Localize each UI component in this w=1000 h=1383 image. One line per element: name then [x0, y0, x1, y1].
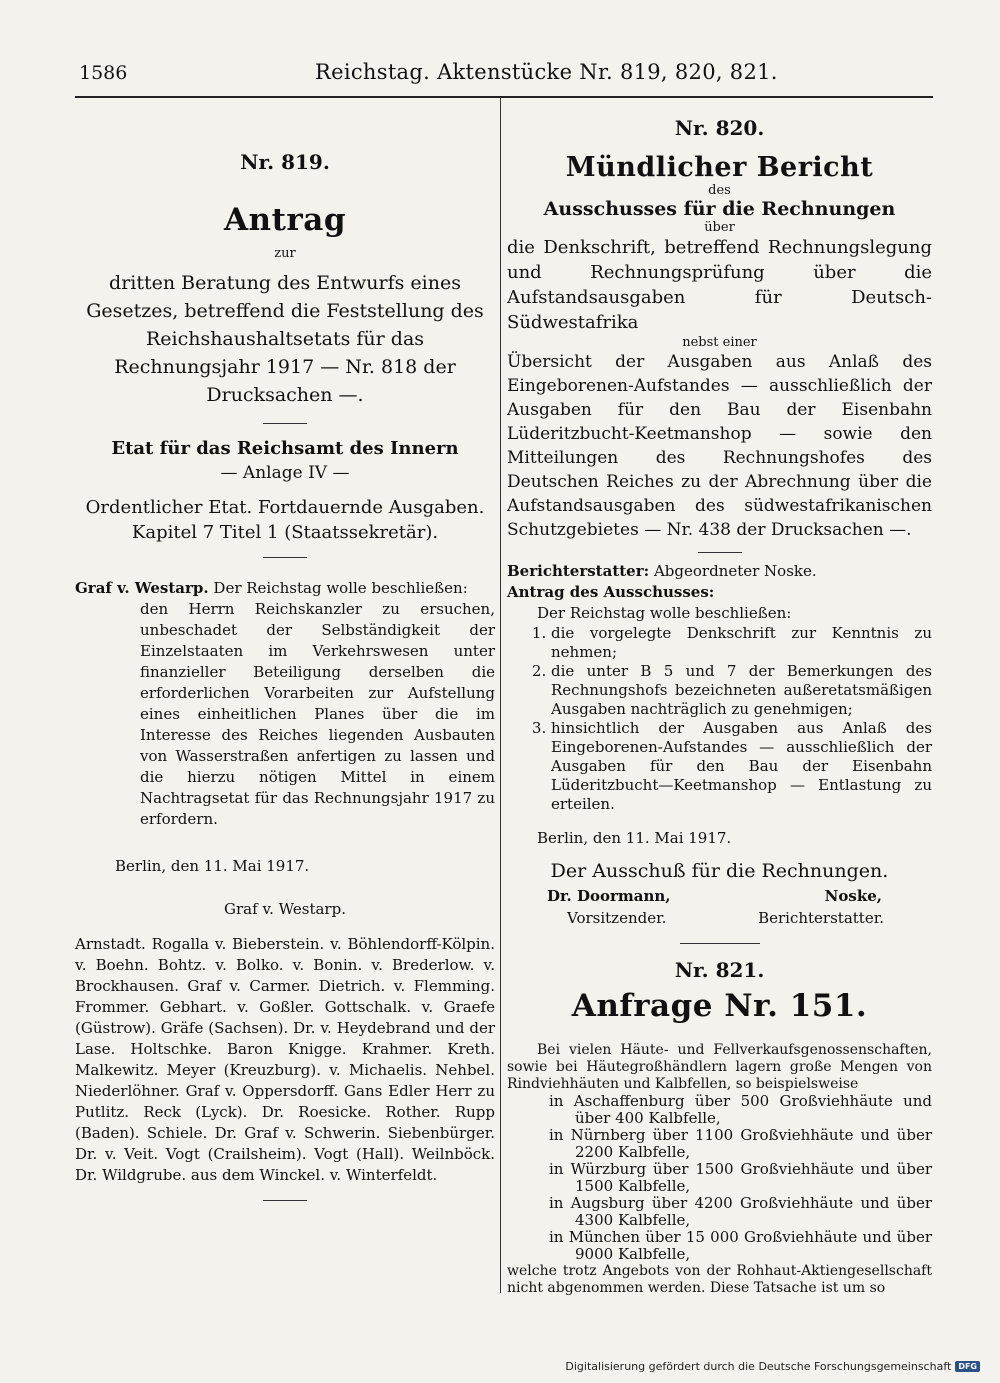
city-list: [507, 1093, 932, 1263]
header-rule: [75, 96, 933, 98]
motion-intro: [75, 578, 495, 599]
committee-name: Ausschusses für die Rechnungen: [543, 198, 896, 220]
motion-items: [507, 624, 932, 814]
short-rule: [263, 1200, 307, 1201]
bericht-lead-2: Übersicht der Ausgaben aus Anlaß des Eingeborenen-Aufstandes — ausschließlich der Ausgaben für den Bau der Eisenbahn Lüderitzbucht-Keetmanshop — sowie den Mitteilungen des Rechnungshofes des Deutschen Reiches zu der Abrechnung über die Aufstandsausgaben des südwestafrikanischen Schutzgebietes — Nr. 438 der Drucksachen —.: [507, 352, 932, 540]
reporter-line: [507, 561, 932, 582]
supporters-list: Arnstadt. Rogalla v. Bieberstein. v. Böhlendorff-Kölpin. v. Boehn. Bohtz. v. Bolko. v. Bonin. v. Brederlow. v. Brockhausen. Graf v. Carmer. Dietrich. v. Flemming. Frommer. Gebhart. v. Goßler. Gottschalk. v. Graefe (Güstrow). Gräfe (Sachsen). Dr. v. Heydebrand und der Lase. Holtschke. Baron Knigge. Krahmer. Kreth. Malkewitz. Meyer (Kreuzburg). v. Michaelis. Nehbel. Niederlöhner. Graf v. Oppersdorff. Gans Edler Herr zu Putlitz. Reck (Lyck). Dr. Roesicke. Rother. Rupp (Baden). Schiele. Dr. Graf v. Schwerin. Siebenbürger. Dr. v. Veit. Vogt (Crailsheim). Vogt (Hall). Weilnböck. Dr. Wildgrube. aus dem Winckel. v. Winterfeldt.: [75, 935, 495, 1184]
chair-name: Dr. Doormann,: [547, 887, 671, 905]
reporter-role: Berichterstatter.: [758, 909, 884, 927]
anfrage-para-1: Bei vielen Häute- und Fellverkaufsgenossenschaften, sowie bei Häutegroßhändlern lagern große Mengen von Rindviehhäuten und Kalbfellen, so beispielsweise: [507, 1042, 932, 1092]
running-title: Reichstag. Aktenstücke Nr. 819, 820, 821.: [315, 60, 778, 84]
reporter-name: Abgeordneter Noske.: [653, 562, 817, 580]
motion-signature: Graf v. Westarp.: [224, 900, 346, 918]
bericht-date: Berlin, den 11. Mai 1917.: [537, 829, 732, 847]
list-item: in Augsburg über 4200 Großviehhäute und über 4300 Kalbfelle,: [549, 1194, 932, 1229]
right-column: [507, 100, 932, 1297]
reporter-sig-name: Noske,: [824, 887, 882, 905]
anfrage-para-2: welche trotz Angebots von der Rohhaut-Aktiengesellschaft nicht abgenommen werden. Diese Tatsache ist um so: [507, 1263, 932, 1296]
doc-title-antrag: Antrag: [223, 202, 346, 238]
zur-label: zur: [274, 246, 296, 261]
list-item: in Aschaffenburg über 500 Großviehhäute und über 400 Kalbfelle,: [549, 1092, 932, 1127]
doc-number-821: Nr. 821.: [674, 958, 765, 982]
doc-number-820: Nr. 820.: [674, 116, 765, 140]
list-item: in Nürnberg über 1100 Großviehhäute und über 2200 Kalbfelle,: [549, 1126, 932, 1161]
list-item: 1. die vorgelegte Denkschrift zur Kenntnis zu nehmen;: [551, 624, 932, 662]
footer: [565, 1360, 980, 1373]
committee-motion-label: Antrag des Ausschusses:: [507, 583, 715, 601]
reporter-label: Berichterstatter:: [507, 562, 650, 580]
running-header: [75, 58, 935, 98]
chair-role: Vorsitzender.: [567, 909, 667, 927]
committee-signature: Der Ausschuß für die Rechnungen.: [550, 860, 889, 882]
committee-motion-intro: Der Reichstag wolle beschließen:: [537, 604, 792, 622]
footer-text: Digitalisierung gefördert durch die Deutsche Forschungsgemeinschaft: [565, 1360, 952, 1373]
ueber-label: über: [704, 220, 735, 235]
doc-number-819: Nr. 819.: [240, 150, 330, 174]
etat-subtitle: Ordentlicher Etat. Fortdauernde Ausgaben. Kapitel 7 Titel 1 (Staatssekretär).: [85, 497, 485, 543]
signatures-names: [507, 885, 932, 907]
doc-title-bericht: Mündlicher Bericht: [565, 152, 874, 183]
motion-author: Graf v. Westarp.: [75, 579, 209, 597]
des-label: des: [708, 183, 731, 198]
list-item: 2. die unter B 5 und 7 der Bemerkungen des Rechnungshofs bezeichneten außeretatsmäßigen Ausgaben nachträglich zu genehmigen;: [551, 662, 932, 719]
motion-text: den Herrn Reichskanzler zu ersuchen, unbeschadet der Selbständigkeit der Einzelstaaten im Verkehrswesen unter finanzieller Beteiligung derselben die erforderlichen Vorarbeiten zur Aufstellung eines einheitlichen Planes über die im Interesse des Reiches liegenden Ausbauten von Wasserstraßen anfertigen zu lassen und die hierzu nötigen Mittel in einem Nachtragsetat für das Rechnungsjahr 1917 zu erfordern.: [140, 600, 495, 828]
etat-title: Etat für das Reichsamt des Innern: [111, 438, 459, 459]
motion-intro-text: Der Reichstag wolle beschließen:: [213, 579, 468, 597]
list-item: in Würzburg über 1500 Großviehhäute und über 1500 Kalbfelle,: [549, 1160, 932, 1195]
list-item: 3. hinsichtlich der Ausgaben aus Anlaß des Eingeborenen-Aufstandes — ausschließlich der Ausgaben für den Bau der Eisenbahn Lüderitzbucht—Keetmanshop — Entlastung zu erteilen.: [551, 719, 932, 814]
anlage-label: — Anlage IV —: [220, 463, 350, 483]
nebst-label: nebst einer: [682, 335, 757, 350]
motion-date: Berlin, den 11. Mai 1917.: [115, 857, 310, 875]
page-number: 1586: [79, 62, 128, 84]
doc-title-anfrage: Anfrage Nr. 151.: [571, 988, 868, 1024]
list-item: in München über 15 000 Großviehhäute und über 9000 Kalbfelle,: [549, 1228, 932, 1263]
signatures-roles: [507, 907, 932, 929]
dfg-logo-icon: DFG: [955, 1361, 980, 1372]
left-column: [75, 100, 495, 1201]
antrag-lead-text: dritten Beratung des Entwurfs eines Gesetzes, betreffend die Feststellung des Reichshaushaltsetats für das Rechnungsjahr 1917 — Nr. 818 der Drucksachen —.: [86, 272, 484, 406]
column-divider: [500, 98, 501, 1293]
bericht-lead-1: die Denkschrift, betreffend Rechnungslegung und Rechnungsprüfung über die Aufstandsausgaben für Deutsch-Südwestafrika: [507, 237, 932, 333]
